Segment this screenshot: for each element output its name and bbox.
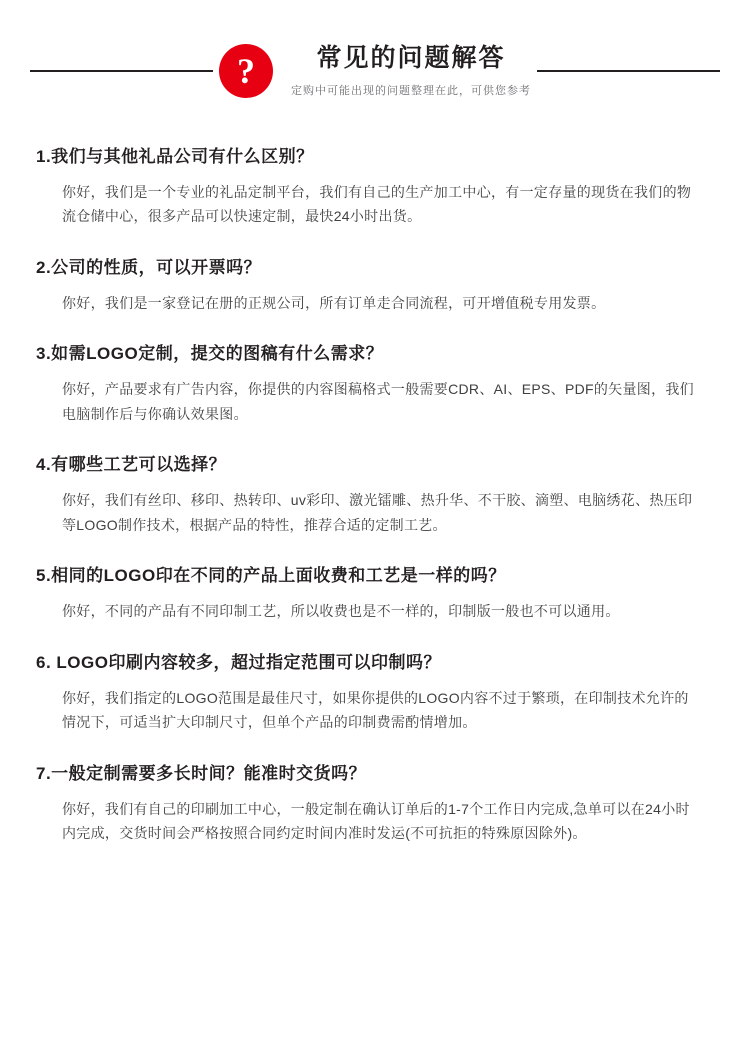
- header-rule-left: [30, 70, 213, 72]
- faq-answer: 你好，不同的产品有不同印制工艺，所以收费也是不一样的，印制版一般也不可以通用。: [62, 603, 620, 620]
- faq-question: 6. LOGO印刷内容较多，超过指定范围可以印制吗？: [36, 652, 441, 672]
- header-rule-right: [537, 70, 720, 72]
- faq-list: [36, 146, 714, 846]
- page-title: 常见的问题解答: [316, 44, 506, 73]
- faq-answer: 你好，我们是一个专业的礼品定制平台，我们有自己的生产加工中心，有一定存量的现货在我们的物流仓储中心，很多产品可以快速定制，最快24小时出货。: [62, 183, 692, 225]
- faq-answer: 你好，产品要求有广告内容，你提供的内容图稿格式一般需要CDR、AI、EPS、PDF的矢量图，我们电脑制作后与你确认效果图。: [62, 381, 694, 422]
- faq-answer: 你好，我们有丝印、移印、热转印、uv彩印、激光镭雕、热升华、不干胶、滴塑、电脑绣花、热压印等LOGO制作技术，根据产品的特性，推荐合适的定制工艺。: [62, 492, 693, 533]
- header-center: [213, 44, 537, 98]
- faq-item: [36, 565, 714, 623]
- faq-question: 5.相同的LOGO印在不同的产品上面收费和工艺是一样的吗？: [36, 566, 506, 586]
- question-mark-glyph: ?: [237, 51, 255, 91]
- faq-question: 3.如需LOGO定制，提交的图稿有什么需求？: [36, 344, 384, 364]
- faq-answer: 你好，我们有自己的印刷加工中心，一般定制在确认订单后的1-7个工作日内完成,急单可以在24小时内完成，交货时间会严格按照合同约定时间内准时发运(不可抗拒的特殊原因除外)。: [62, 800, 690, 842]
- faq-answer: 你好，我们指定的LOGO范围是最佳尺寸，如果你提供的LOGO内容不过于繁琐，在印制技术允许的情况下，可适当扩大印制尺寸，但单个产品的印制费需酌情增加。: [62, 689, 689, 731]
- faq-question: 1.我们与其他礼品公司有什么区别？: [36, 147, 314, 166]
- page-subtitle: 定购中可能出现的问题整理在此，可供您参考: [291, 84, 531, 97]
- header-title-block: [291, 44, 531, 98]
- question-mark-icon: [219, 44, 273, 98]
- faq-item: [36, 257, 714, 315]
- faq-question: 2.公司的性质，可以开票吗？: [36, 257, 262, 277]
- page-header: [30, 0, 720, 98]
- faq-item: [36, 652, 714, 735]
- faq-answer: 你好，我们是一家登记在册的正规公司，所有订单走合同流程，可开增值税专用发票。: [62, 294, 606, 311]
- faq-item: [36, 454, 714, 537]
- faq-question: 4.有哪些工艺可以选择？: [36, 455, 227, 475]
- faq-question: 7.一般定制需要多长时间？能准时交货吗？: [36, 763, 367, 783]
- faq-item: [36, 146, 714, 229]
- faq-item: [36, 763, 714, 846]
- faq-item: [36, 343, 714, 426]
